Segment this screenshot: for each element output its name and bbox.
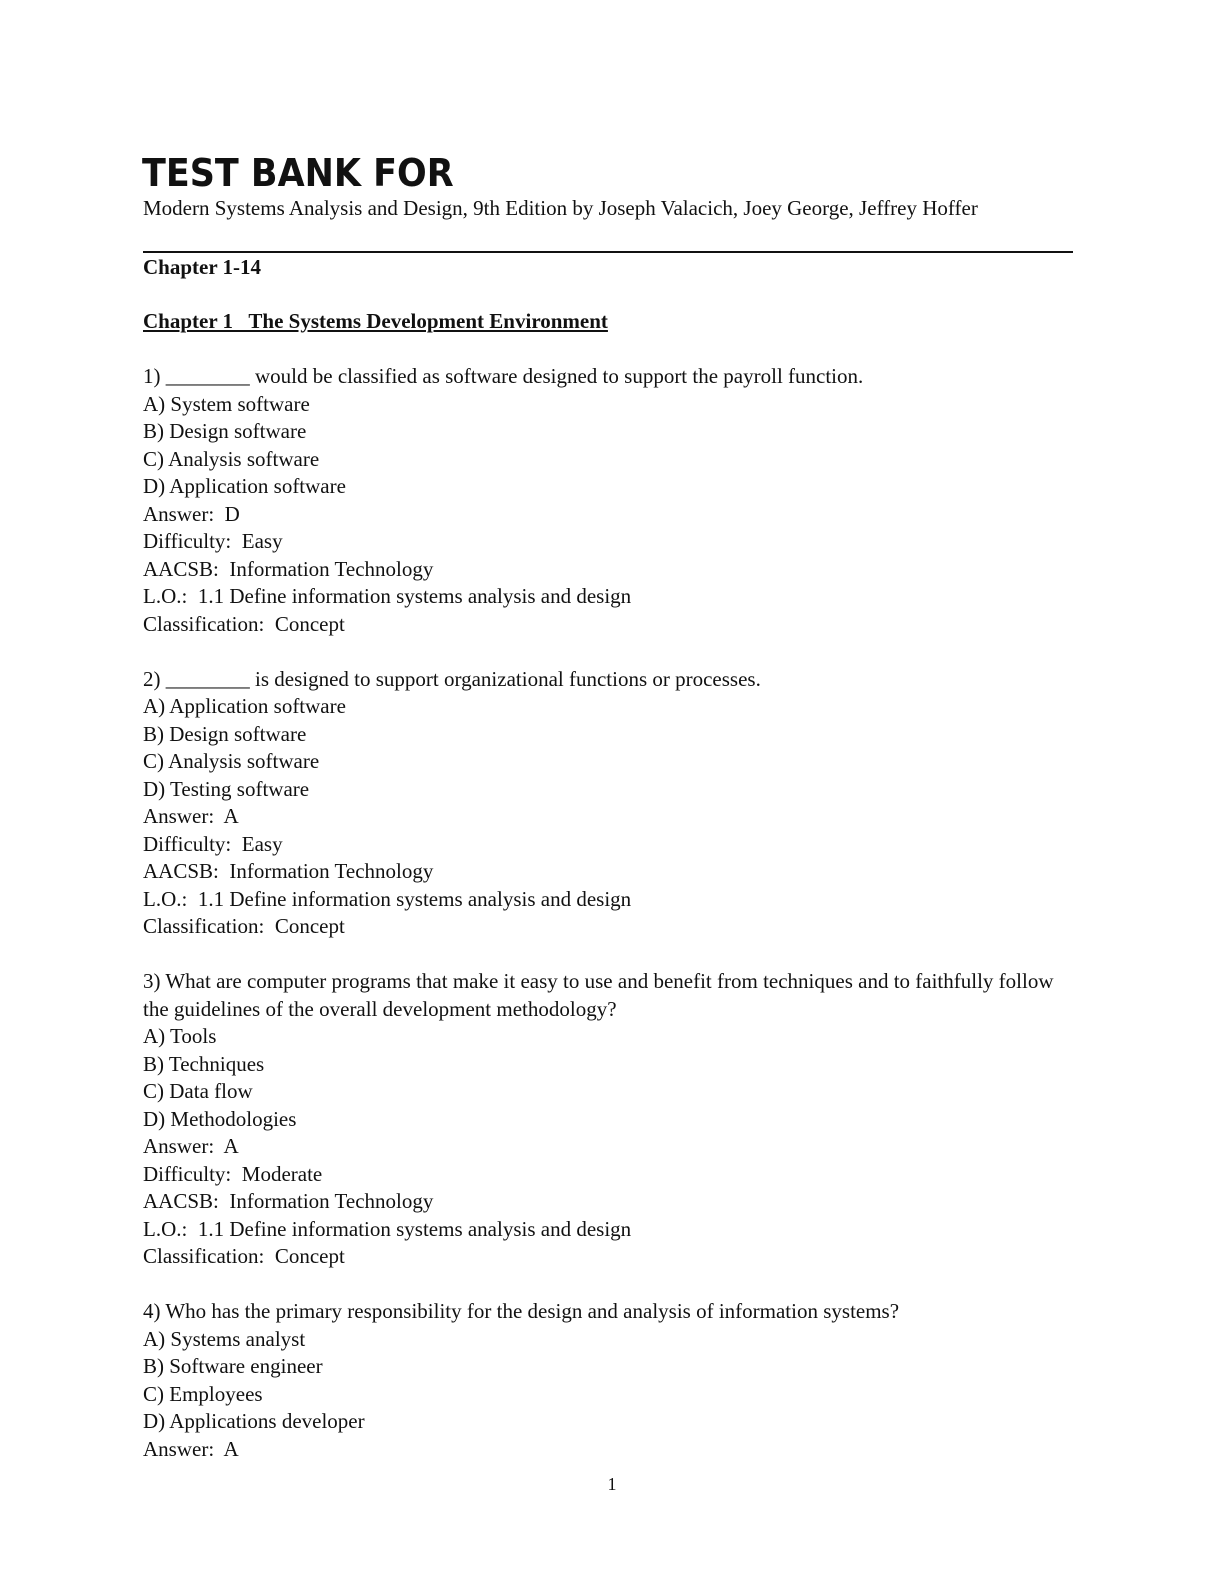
option-d: D) Methodologies <box>143 1106 297 1131</box>
classification-line: Classification: Concept <box>143 611 345 636</box>
option-c: C) Data flow <box>143 1079 253 1103</box>
answer-line: Answer: A <box>143 1436 239 1461</box>
option-a: A) Systems analyst <box>143 1326 306 1351</box>
option-d: D) Application software <box>143 474 346 498</box>
learning-objective-line: L.O.: 1.1 Define information systems analysis and design <box>143 1216 632 1241</box>
option-d: D) Applications developer <box>143 1409 365 1433</box>
book-citation: Modern Systems Analysis and Design, 9th Edition by Joseph Valacich, Joey George, Jeffrey Hoffer <box>143 196 978 220</box>
question-stem: 3) What are computer programs that make it easy to use and benefit from techniques and to faithfully follow the guidelines of the overall development methodology? <box>143 969 1054 1021</box>
answer-line: Answer: A <box>143 804 239 828</box>
answer-line: Answer: D <box>143 501 240 526</box>
header-divider <box>143 251 1073 253</box>
option-b: B) Design software <box>143 419 307 443</box>
difficulty-line: Difficulty: Moderate <box>143 1161 323 1186</box>
question-stem: 2) ________ is designed to support organizational functions or processes. <box>143 666 761 691</box>
option-a: A) System software <box>143 391 310 416</box>
option-a: A) Application software <box>143 694 346 718</box>
option-b: B) Design software <box>143 721 307 746</box>
option-b: B) Software engineer <box>143 1354 323 1378</box>
classification-line: Classification: Concept <box>143 1244 345 1268</box>
aacsb-line: AACSB: Information Technology <box>143 556 434 581</box>
option-b: B) Techniques <box>143 1051 265 1076</box>
banner-title: TEST BANK FOR <box>142 151 454 195</box>
question-stem: 4) Who has the primary responsibility for the design and analysis of information systems? <box>143 1299 900 1323</box>
option-a: A) Tools <box>143 1024 217 1048</box>
option-c: C) Analysis software <box>143 446 320 471</box>
question-list <box>143 363 1073 1491</box>
answer-line: Answer: A <box>143 1134 239 1158</box>
difficulty-line: Difficulty: Easy <box>143 529 283 553</box>
question-3 <box>143 968 1073 1271</box>
learning-objective-line: L.O.: 1.1 Define information systems analysis and design <box>143 886 632 911</box>
learning-objective-line: L.O.: 1.1 Define information systems analysis and design <box>143 584 632 608</box>
question-4 <box>143 1298 1073 1463</box>
classification-line: Classification: Concept <box>143 914 345 938</box>
aacsb-line: AACSB: Information Technology <box>143 859 434 883</box>
option-d: D) Testing software <box>143 776 310 801</box>
option-c: C) Employees <box>143 1381 263 1406</box>
question-stem: 1) ________ would be classified as software designed to support the payroll function. <box>143 364 864 388</box>
difficulty-line: Difficulty: Easy <box>143 831 283 856</box>
option-c: C) Analysis software <box>143 749 320 773</box>
chapter-range: Chapter 1-14 <box>143 255 262 279</box>
chapter-title: Chapter 1 The Systems Development Environment <box>143 309 608 333</box>
aacsb-line: AACSB: Information Technology <box>143 1189 434 1213</box>
question-2 <box>143 666 1073 941</box>
question-1 <box>143 363 1073 638</box>
page-number: 1 <box>607 1474 617 1494</box>
